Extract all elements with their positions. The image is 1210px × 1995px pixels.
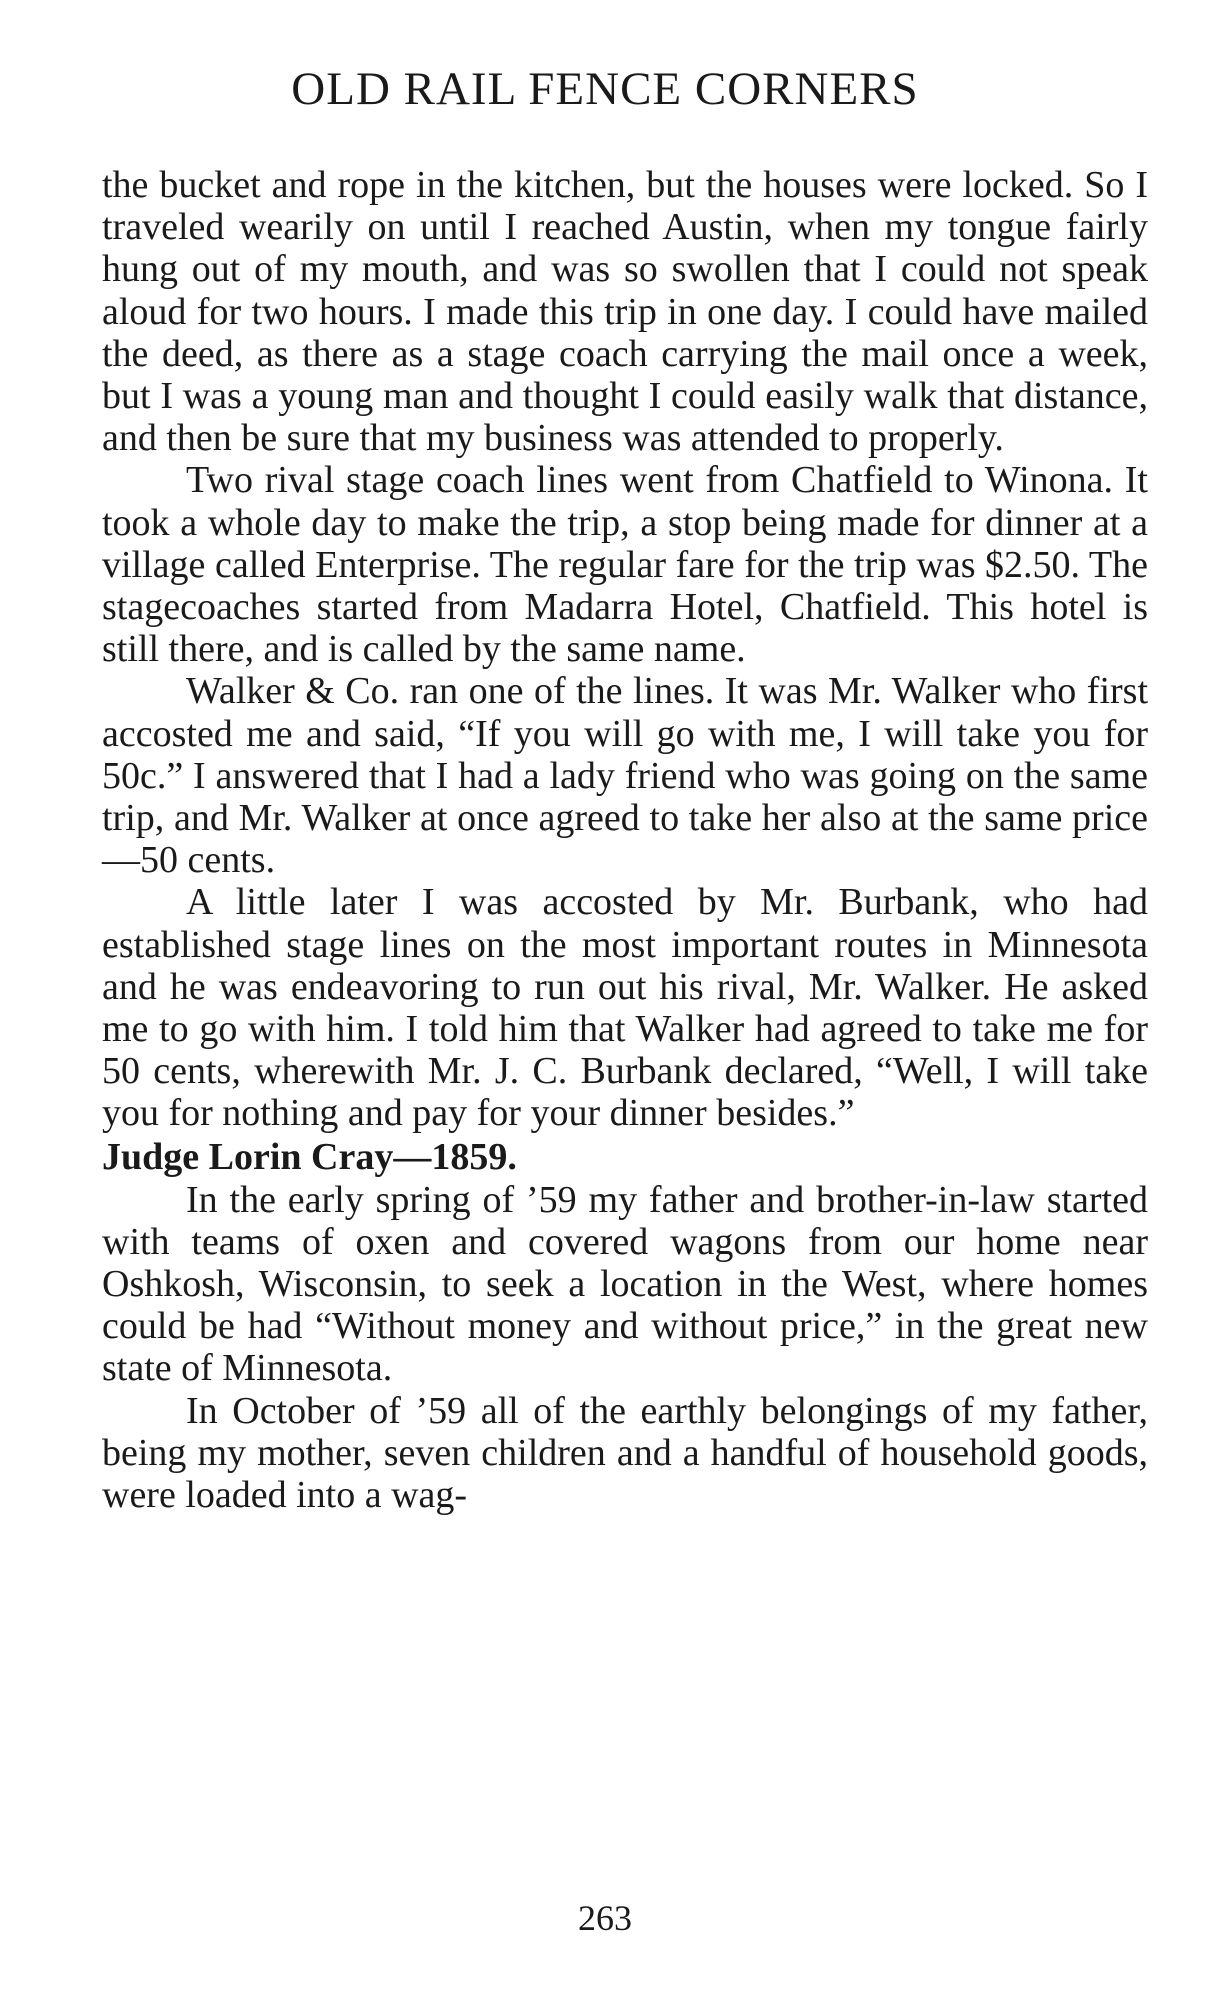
paragraph-stage-coach-lines: Two rival stage coach lines went from Chatfield to Winona. It took a whole day to make the trip, a stop being made for dinner at a village called Enterprise. The regular fare for the trip was $2.50. The stagecoaches started from Madarra Hotel, Chatfield. This hotel is still there, and is called by the same name. [102,459,1148,671]
paragraph-october-59: In October of ’59 all of the earthly belongings of my father, being my mother, seven children and a handful of household goods, were loaded into a wag- [102,1389,1148,1517]
body-text [102,164,1148,1516]
page-number: 263 [578,1898,632,1938]
section-heading: Judge Lorin Cray—1859. [102,1135,517,1178]
paragraph-walker: Walker & Co. ran one of the lines. It was Mr. Walker who first accosted me and said, “If you will go with me, I will take you for 50c.” I answered that I had a lady friend who was going on the same trip, and Mr. Walker at once agreed to take her also at the same price—50 cents. [102,670,1148,882]
paragraph-continued: the bucket and rope in the kitchen, but the houses were locked. So I traveled wearily on until I reached Austin, when my tongue fairly hung out of my mouth, and was so swollen that I could not speak aloud for two hours. I made this trip in one day. I could have mailed the deed, as there as a stage coach carrying the mail once a week, but I was a young man and thought I could easily walk that distance, and then be sure that my business was attended to properly. [102,164,1148,460]
paragraph-spring-59: In the early spring of ’59 my father and brother-in-law started with teams of oxen and covered wagons from our home near Oshkosh, Wisconsin, to seek a location in the West, where homes could be had “Without money and without price,” in the great new state of Minnesota. [102,1178,1148,1390]
running-head: OLD RAIL FENCE CORNERS [291,63,919,115]
paragraph-burbank: A little later I was accosted by Mr. Burbank, who had established stage lines on the most important routes in Minnesota and he was endeavoring to run out his rival, Mr. Walker. He asked me to go with him. I told him that Walker had agreed to take me for 50 cents, wherewith Mr. J. C. Burbank declared, “Well, I will take you for nothing and pay for your dinner besides.” [102,881,1148,1135]
